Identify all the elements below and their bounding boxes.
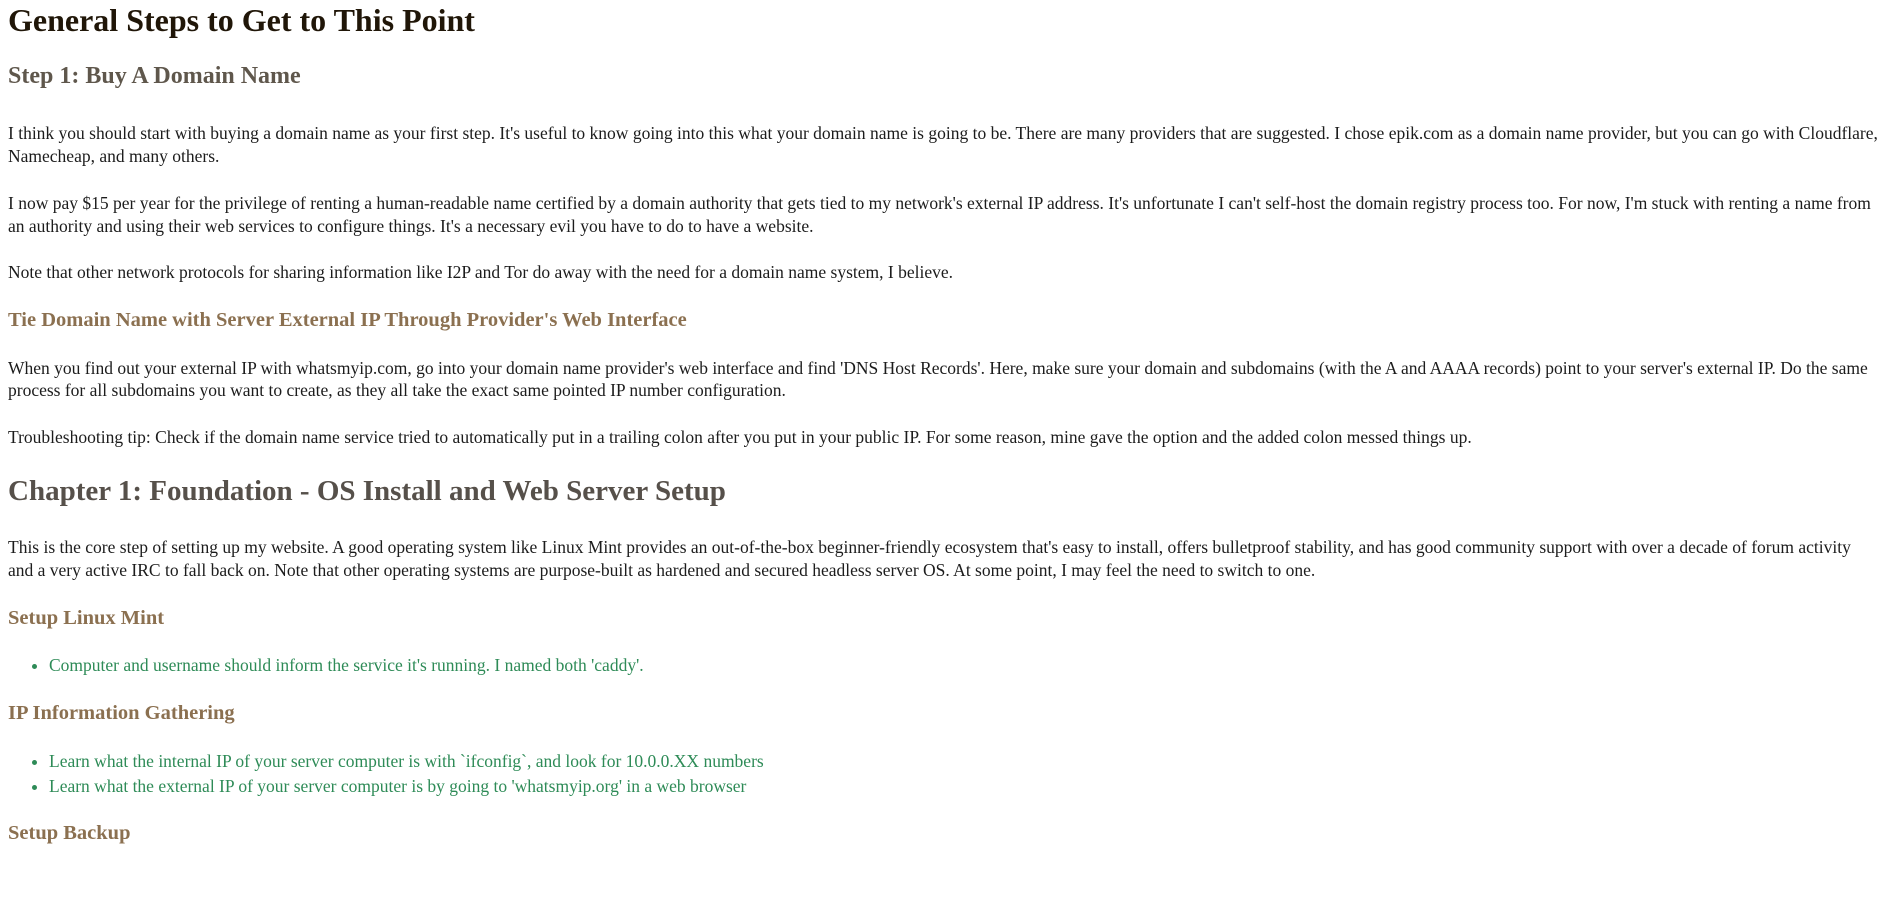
paragraph-domain-cost: I now pay $15 per year for the privilege of renting a human-readable name certified by a domain authority that gets tied to my network's external IP address. It's unfortunate I can't self-host the domain registry process too. For now, I'm stuck with renting a name from an authority and using their web services to configure things. It's a necessary evil you have to do to have a website. <box>8 192 1871 236</box>
subsection-heading-setup-backup: Setup Backup <box>8 822 131 845</box>
chapter-heading-foundation: Chapter 1: Foundation - OS Install and Web Server Setup <box>8 474 726 507</box>
paragraph-domain-note: Note that other network protocols for sharing information like I2P and Tor do away with the need for a domain name system, I believe. <box>8 262 953 283</box>
subsection-heading-ip-information-gathering: IP Information Gathering <box>8 702 235 725</box>
list-item-caddy-naming: • Computer and username should inform the service it's running. I named both 'caddy'. <box>49 654 1879 677</box>
paragraph-os-intro: This is the core step of setting up my website. A good operating system like Linux Mint provides an out-of-the-box beginner-friendly ecosystem that's easy to install, offers bulletproof stability, and has good community support with over a decade of forum activity and a very active IRC to fall back on. Note that other operating systems are purpose-built as hardened and secured headless server OS. At some point, I may feel the need to switch to one. <box>8 537 1851 581</box>
paragraph-domain-intro: I think you should start with buying a domain name as your first step. It's useful to know going into this what your domain name is going to be. There are many providers that are suggested. I chose epik.com as a domain name provider, but you can go with Cloudflare, Namecheap, and many others. <box>8 123 1878 167</box>
list-item-internal-ip: • Learn what the internal IP of your server computer is with `ifconfig`, and look for 10.0.0.XX numbers <box>49 750 1879 773</box>
article-content <box>8 2 1879 846</box>
list-item-external-ip: • Learn what the external IP of your server computer is by going to 'whatsmyip.org' in a web browser <box>49 775 1879 798</box>
section-heading-step1: Step 1: Buy A Domain Name <box>8 62 301 89</box>
setup-linux-mint-list <box>8 654 1879 677</box>
paragraph-troubleshooting-tip: Troubleshooting tip: Check if the domain name service tried to automatically put in a trailing colon after you put in your public IP. For some reason, mine gave the option and the added colon messed things up. <box>8 427 1472 448</box>
ip-information-list <box>8 750 1879 798</box>
subsection-heading-setup-linux-mint: Setup Linux Mint <box>8 606 165 629</box>
page-title: General Steps to Get to This Point <box>8 2 475 38</box>
subsection-heading-tie-domain: Tie Domain Name with Server External IP Through Provider's Web Interface <box>8 309 687 332</box>
paragraph-dns-records: When you find out your external IP with whatsmyip.com, go into your domain name provider's web interface and find 'DNS Host Records'. Here, make sure your domain and subdomains (with the A and AAAA records) point to your server's external IP. Do the same process for all subdomains you want to create, as they all take the exact same pointed IP number configuration. <box>8 357 1868 401</box>
